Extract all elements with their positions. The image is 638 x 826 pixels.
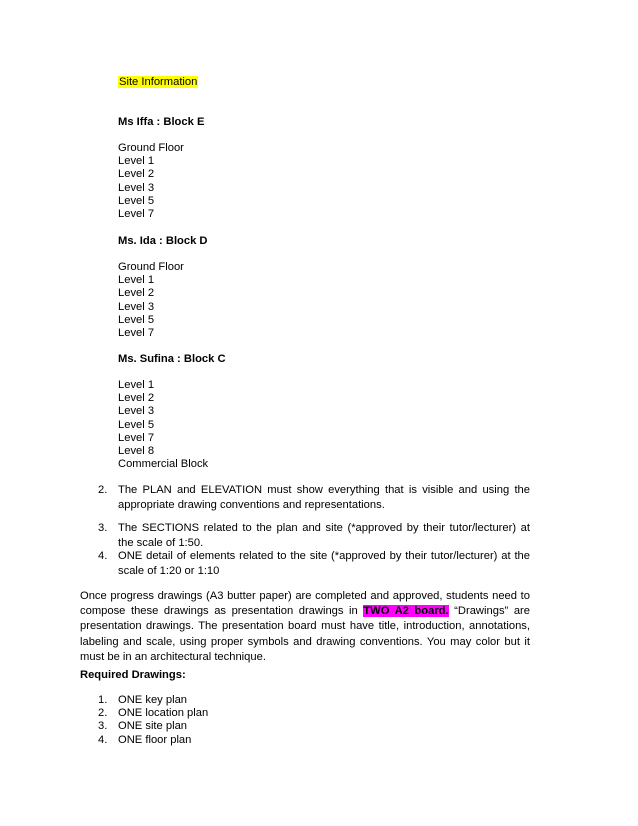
level-item: Level 5 bbox=[118, 194, 155, 207]
level-item: Commercial Block bbox=[118, 458, 209, 471]
item-text: ONE location plan bbox=[118, 707, 209, 720]
block-section-d bbox=[118, 234, 208, 340]
level-item: Level 3 bbox=[118, 181, 155, 194]
level-list bbox=[118, 261, 208, 340]
item-text: The SECTIONS related to the plan and site (*approved by their tutor/lecturer) at the scale of 1:50. bbox=[118, 522, 530, 549]
block-section-e bbox=[118, 115, 204, 221]
level-item: Level 1 bbox=[118, 274, 155, 287]
level-item: Level 3 bbox=[118, 300, 155, 313]
item-text: The PLAN and ELEVATION must show everything that is visible and using the appropriate drawing conventions and representations. bbox=[118, 484, 530, 511]
level-item: Level 1 bbox=[118, 379, 155, 391]
level-item: Ground Floor bbox=[118, 142, 184, 154]
level-item: Level 7 bbox=[118, 431, 155, 444]
block-title: Ms. Ida : Block D bbox=[118, 235, 208, 247]
level-item: Level 8 bbox=[118, 445, 155, 458]
paragraph-text-before: Once progress drawings (A3 butter paper) are completed and approved, students need to compose these drawings as presentation drawings in bbox=[80, 590, 530, 618]
level-item: Ground Floor bbox=[118, 261, 184, 273]
site-information-label: Site Information bbox=[119, 76, 198, 88]
level-item: Level 5 bbox=[118, 313, 155, 326]
item-text: ONE key plan bbox=[118, 694, 188, 706]
level-item: Level 2 bbox=[118, 168, 155, 181]
item-number: 1. bbox=[98, 694, 108, 706]
block-title: Ms Iffa : Block E bbox=[118, 116, 205, 128]
item-number: 4. bbox=[98, 550, 108, 562]
level-item: Level 7 bbox=[118, 327, 155, 340]
item-number: 2. bbox=[98, 707, 108, 720]
level-item: Level 5 bbox=[118, 418, 155, 431]
item-text: ONE floor plan bbox=[118, 733, 192, 746]
item-number: 3. bbox=[98, 522, 108, 534]
level-item: Level 2 bbox=[118, 287, 155, 300]
paragraph-highlight: TWO A2 board. bbox=[363, 605, 449, 618]
item-text: ONE site plan bbox=[118, 720, 188, 733]
numbered-item bbox=[98, 521, 530, 550]
level-item: Level 1 bbox=[118, 155, 155, 168]
paragraph-text-after: “Drawings” are presentation drawings. The presentation board must have title, introduction, annotations, labeling and scale, using proper symbols and drawing conventions. You may color but it must be in an architectural technique. bbox=[80, 605, 530, 663]
level-item: Level 3 bbox=[118, 405, 155, 418]
item-number: 2. bbox=[98, 484, 108, 496]
item-number: 3. bbox=[98, 720, 108, 733]
item-number: 4. bbox=[98, 733, 108, 746]
block-section-c bbox=[118, 352, 226, 471]
item-text: ONE detail of elements related to the site (*approved by their tutor/lecturer) at the scale of 1:20 or 1:10 bbox=[118, 550, 530, 577]
level-list bbox=[118, 142, 204, 221]
level-list bbox=[118, 379, 226, 471]
numbered-item bbox=[98, 483, 530, 512]
numbered-item bbox=[98, 549, 530, 578]
level-item: Level 7 bbox=[118, 208, 155, 221]
block-title: Ms. Sufina : Block C bbox=[118, 353, 226, 365]
site-information-heading bbox=[118, 75, 198, 89]
instruction-paragraph bbox=[80, 589, 530, 665]
required-drawings-heading: Required Drawings: bbox=[80, 669, 186, 681]
level-item: Level 2 bbox=[118, 392, 155, 405]
